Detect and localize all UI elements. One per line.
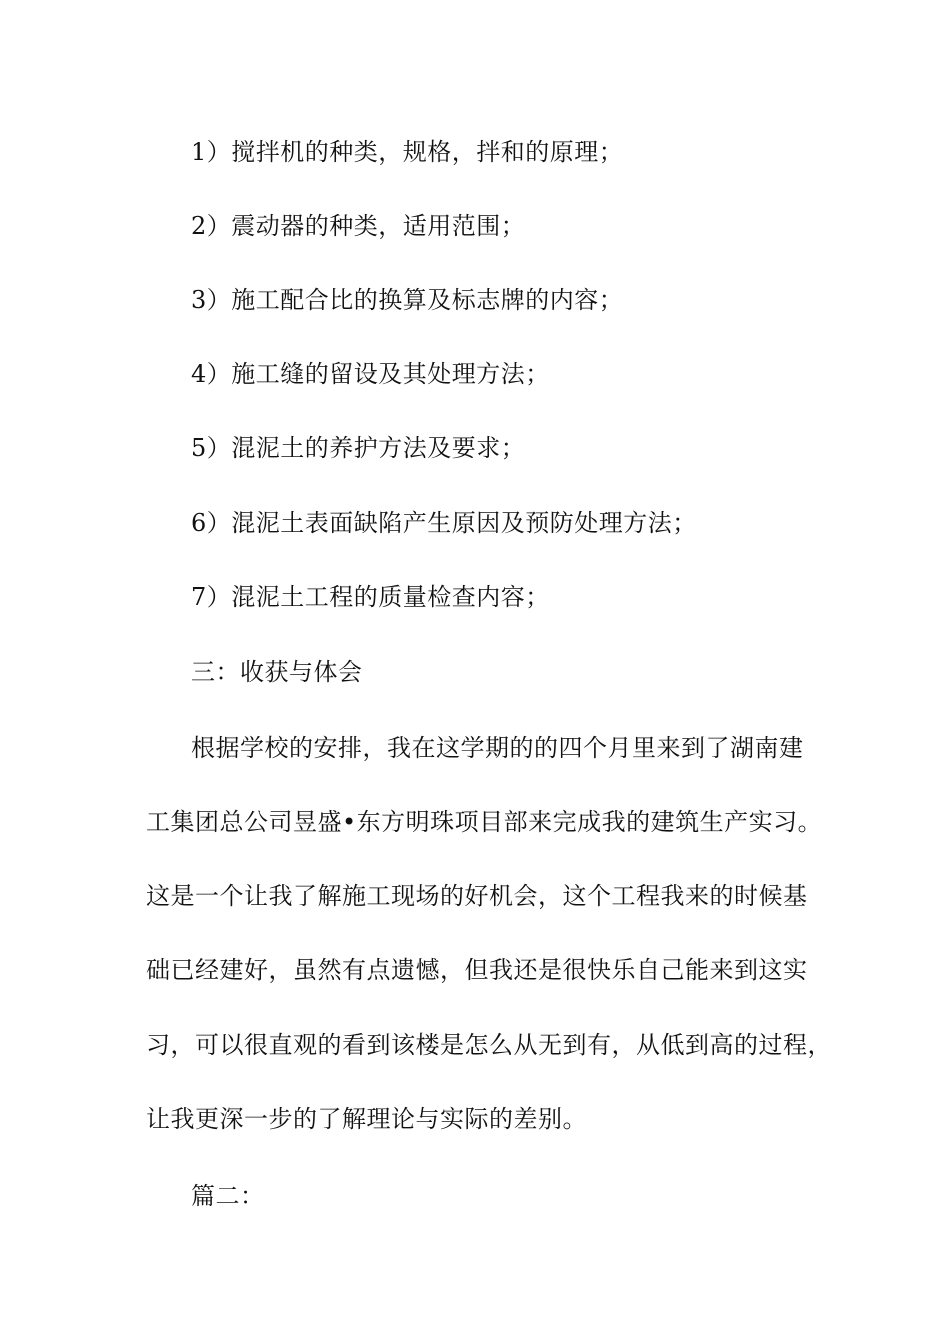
paragraph-line-5: 习，可以很直观的看到该楼是怎么从无到有，从低到高的过程， xyxy=(146,1031,832,1059)
list-item-4: 4）施工缝的留设及其处理方法； xyxy=(191,360,550,388)
next-heading: 篇二： xyxy=(191,1182,265,1210)
paragraph-line-2: 工集团总公司昱盛•东方明珠项目部来完成我的建筑生产实习。 xyxy=(146,808,823,836)
paragraph-line-4: 础已经建好，虽然有点遗憾，但我还是很快乐自己能来到这实 xyxy=(146,956,808,984)
list-item-6: 6）混泥土表面缺陷产生原因及预防处理方法； xyxy=(191,509,697,537)
list-item-7: 7）混泥土工程的质量检查内容； xyxy=(191,583,550,611)
section-heading: 三：收获与体会 xyxy=(191,658,363,686)
paragraph-line-3: 这是一个让我了解施工现场的好机会，这个工程我来的时候基 xyxy=(146,882,808,910)
list-item-5: 5）混泥土的养护方法及要求； xyxy=(191,434,526,462)
list-item-3: 3）施工配合比的换算及标志牌的内容； xyxy=(191,286,624,314)
paragraph-line-1: 根据学校的安排，我在这学期的的四个月里来到了湖南建 xyxy=(191,734,804,762)
paragraph-line-6: 让我更深一步的了解理论与实际的差别。 xyxy=(146,1105,587,1133)
list-item-1: 1）搅拌机的种类，规格，拌和的原理； xyxy=(191,138,624,166)
list-item-2: 2）震动器的种类，适用范围； xyxy=(191,212,526,240)
